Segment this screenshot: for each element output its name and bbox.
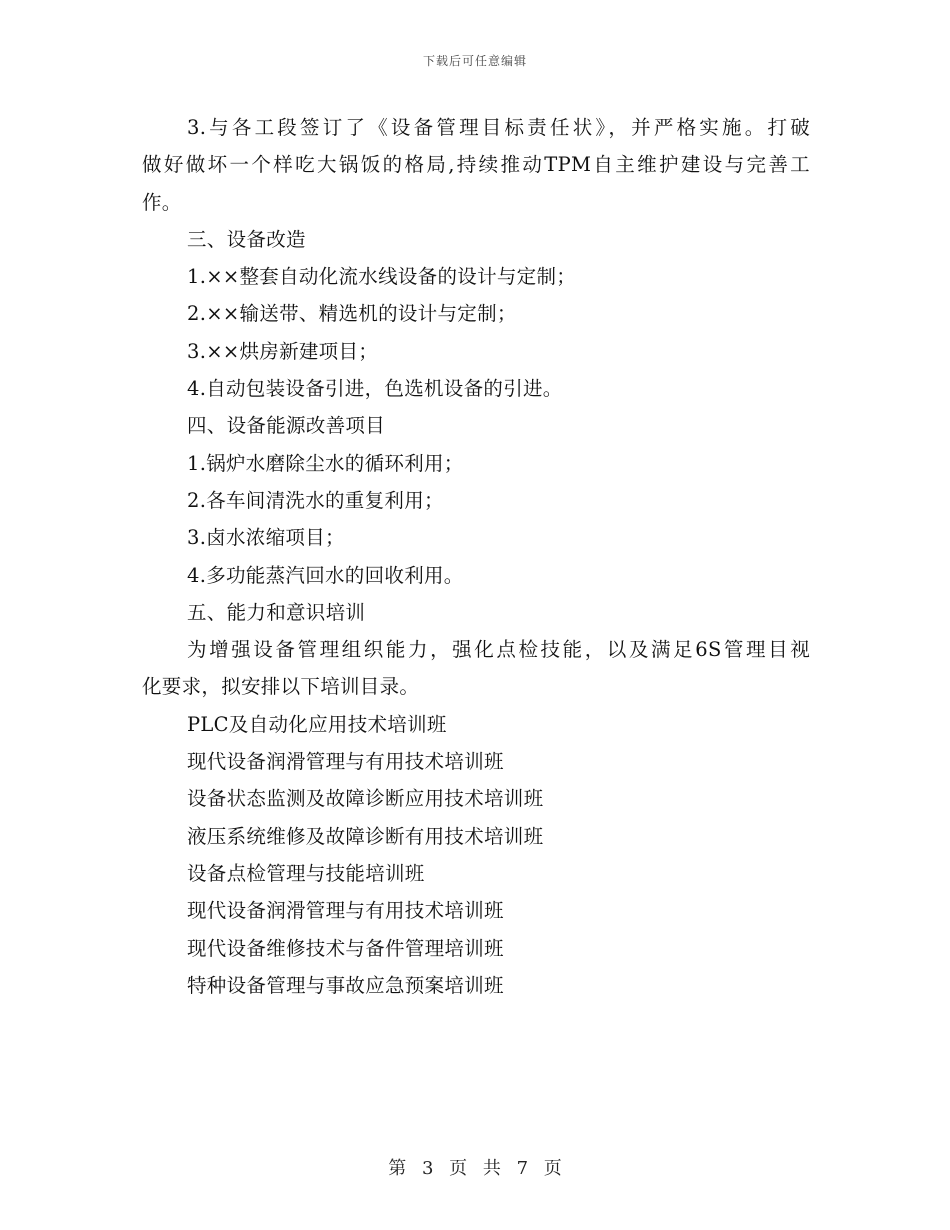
paragraph-line: 做好做坏一个样吃大锅饭的格局,持续推动TPM自主维护建设与完善工 [142, 153, 810, 177]
training-item: 现代设备润滑管理与有用技术培训班 [187, 899, 504, 923]
paragraph-line: 3.与各工段签订了《设备管理目标责任状》，并严格实施。打破 [187, 116, 810, 139]
list-item: 3.卤水浓缩项目； [187, 526, 345, 550]
training-item: 特种设备管理与事故应急预案培训班 [187, 973, 504, 997]
page-header-note: 下载后可任意编辑 [422, 54, 527, 68]
document-body [142, 109, 810, 1004]
list-item: 2.各车间清洗水的重复利用； [187, 488, 444, 512]
training-item: 设备点检管理与技能培训班 [187, 861, 425, 885]
section-heading: 三、设备改造 [187, 227, 306, 251]
total-page-number: 7 [516, 1158, 529, 1179]
page-number-footer [0, 1154, 950, 1180]
list-item: 3.××烘房新建项目； [187, 339, 379, 363]
footer-ye-end: 页 [543, 1158, 562, 1179]
training-item: PLC及自动化应用技术培训班 [187, 712, 447, 736]
footer-di: 第 [388, 1158, 407, 1179]
current-page-number: 3 [421, 1158, 434, 1179]
training-item: 设备状态监测及故障诊断应用技术培训班 [187, 787, 544, 811]
training-item: 液压系统维修及故障诊断有用技术培训班 [187, 824, 544, 848]
paragraph-line: 作。 [142, 190, 182, 214]
list-item: 2.××输送带、精选机的设计与定制； [187, 302, 517, 326]
training-item: 现代设备维修技术与备件管理培训班 [187, 936, 504, 960]
list-item: 1.××整套自动化流水线设备的设计与定制； [187, 265, 577, 289]
section-heading: 四、设备能源改善项目 [187, 414, 386, 438]
list-item: 4.多功能蒸汽回水的回收利用。 [187, 563, 464, 587]
footer-ye: 页 [449, 1158, 468, 1179]
list-item: 1.锅炉水磨除尘水的循环利用； [187, 451, 464, 475]
section-heading: 五、能力和意识培训 [187, 600, 366, 624]
list-item: 4.自动包装设备引进，色选机设备的引进。 [187, 377, 563, 401]
training-item: 现代设备润滑管理与有用技术培训班 [187, 750, 504, 774]
paragraph-line: 为增强设备管理组织能力，强化点检技能，以及满足6S管理目视 [187, 638, 810, 662]
paragraph-line: 化要求，拟安排以下培训目录。 [142, 675, 420, 699]
footer-gong: 共 [482, 1158, 501, 1179]
